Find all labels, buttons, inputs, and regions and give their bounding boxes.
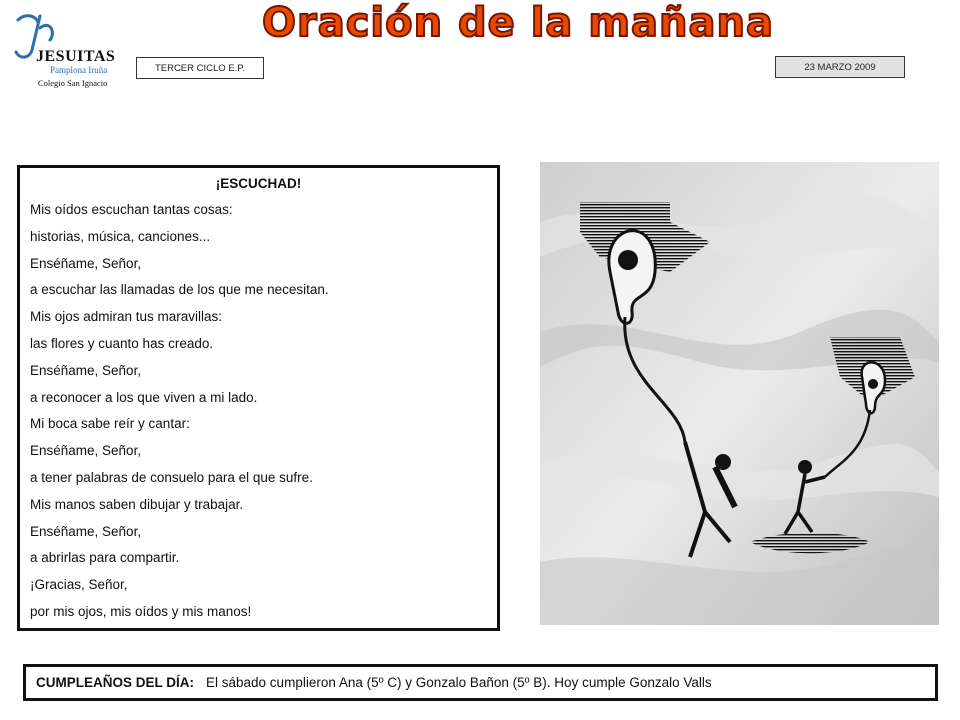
school-logo	[10, 10, 120, 90]
poem-line: por mis ojos, mis oídos y mis manos!	[30, 603, 252, 619]
poem-line: a reconocer a los que viven a mi lado.	[30, 389, 258, 405]
logo-brand: JESUITAS	[36, 48, 116, 65]
logo-location: Pamplona Iruña	[50, 65, 108, 75]
poem-line: Enséñame, Señor,	[30, 255, 142, 271]
poem-line: Enséñame, Señor,	[30, 523, 142, 539]
ears-drawing-icon	[540, 162, 939, 625]
poem-title: ¡ESCUCHAD!	[215, 176, 302, 191]
birthday-label: CUMPLEAÑOS DEL DÍA:	[36, 675, 195, 690]
logo-school: Colegio San Ignacio	[38, 78, 108, 88]
poem-line: a tener palabras de consuelo para el que sufre.	[30, 469, 313, 485]
poem-line: Mis ojos admiran tus maravillas:	[30, 309, 223, 325]
page-title: Oración de la mañana	[262, 0, 774, 46]
poem-line: Mis manos saben dibujar y trabajar.	[30, 496, 244, 512]
poem-line: Enséñame, Señor,	[30, 443, 142, 459]
poem-line: las flores y cuanto has creado.	[30, 335, 214, 351]
birthday-banner	[23, 664, 938, 701]
poem-line: Enséñame, Señor,	[30, 362, 142, 378]
poem-line: ¡Gracias, Señor,	[30, 577, 128, 593]
poem-box	[17, 165, 500, 631]
poem-line: a escuchar las llamadas de los que me necesitan.	[30, 282, 329, 298]
listening-ears-illustration	[540, 162, 939, 625]
cycle-tag: TERCER CICLO E.P.	[136, 57, 264, 79]
poem-line: a abrirlas para compartir.	[30, 550, 180, 566]
date-tag: 23 MARZO 2009	[775, 56, 905, 78]
birthday-text: El sábado cumplieron Ana (5º C) y Gonzalo Bañon (5º B). Hoy cumple Gonzalo Valls	[206, 675, 712, 690]
poem-line: historias, música, canciones...	[30, 228, 211, 244]
poem-line: Mis oídos escuchan tantas cosas:	[30, 202, 233, 217]
poem-line: Mi boca sabe reír y cantar:	[30, 416, 190, 432]
